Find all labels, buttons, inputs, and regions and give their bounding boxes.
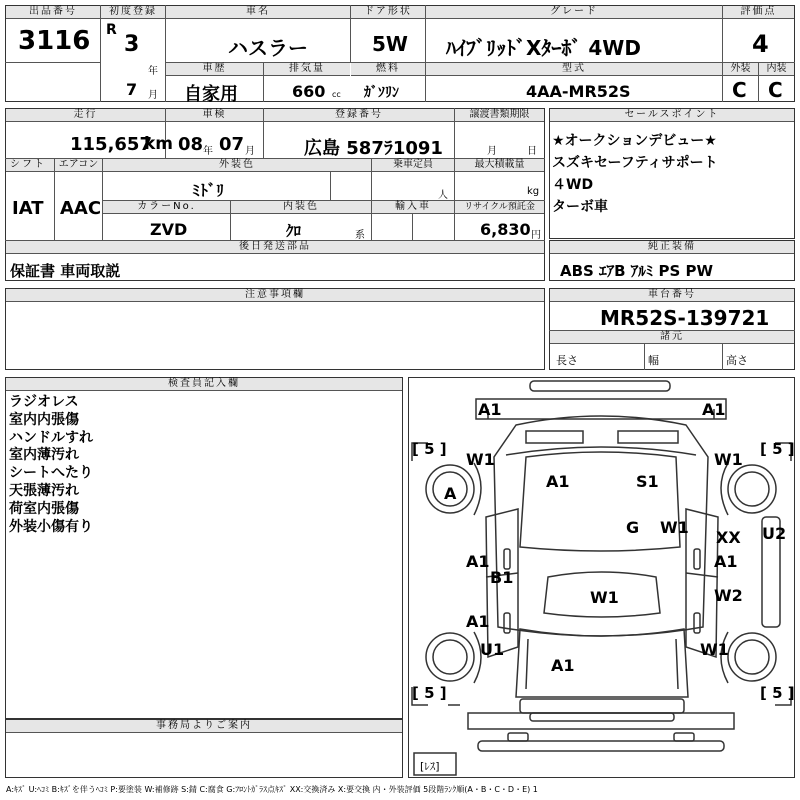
year-unit: 年 xyxy=(148,66,158,77)
door-type: 5W xyxy=(372,32,408,56)
inspector-notes xyxy=(9,394,93,536)
mark-door-rr: W2 xyxy=(714,586,743,605)
grade: ﾊｲﾌﾞﾘｯﾄﾞXﾀｰﾎﾞ 4WD xyxy=(446,36,641,60)
mark-door-fr-xx: XX xyxy=(716,528,741,547)
mark-door-rl: A1 xyxy=(466,612,490,631)
import-header: 輸入車 xyxy=(372,201,454,214)
selling-point-4: ターボ車 xyxy=(552,199,608,215)
reg-number: 広島 587ﾗ1091 xyxy=(304,138,443,159)
int-color-header: 内装色 xyxy=(231,201,371,214)
accessories: 保証書 車両取説 xyxy=(10,262,121,280)
fuel: ｶﾞｿﾘﾝ xyxy=(364,85,399,101)
mark-tire-rl: [ 5 ] xyxy=(412,684,447,702)
length-label: 長さ xyxy=(556,354,578,367)
mark-tire-fl: [ 5 ] xyxy=(412,440,447,458)
mark-door-fl: A1 xyxy=(466,552,490,571)
transfer-month: 月 xyxy=(487,146,497,157)
height-label: 高さ xyxy=(726,354,748,367)
month-unit: 月 xyxy=(148,90,158,101)
equipment: ABS ｴｱB ｱﾙﾐ PS PW xyxy=(560,262,714,280)
mark-sill-l: B1 xyxy=(490,568,514,587)
score-header: 評価点 xyxy=(723,6,794,19)
mark-wheel-rl: U1 xyxy=(480,640,505,659)
max-load-header: 最大積載量 xyxy=(455,159,544,172)
aircon: AAC xyxy=(60,198,102,219)
car-name-header: 車名 xyxy=(166,6,350,19)
door-header: ドア形状 xyxy=(351,6,425,19)
color-no-header: カラーNo. xyxy=(103,201,230,214)
history: 自家用 xyxy=(184,84,238,105)
selling-point-3: ４WD xyxy=(552,177,594,193)
inspector-note: 荷室内張傷 xyxy=(9,500,79,517)
km-unit: km xyxy=(144,134,174,154)
insp-year: 08 xyxy=(178,134,204,155)
insp-month: 07 xyxy=(219,134,245,155)
model-header: 型式 xyxy=(426,63,722,76)
selling-points-header: セールスポイント xyxy=(550,109,794,122)
chassis-header: 車台番号 xyxy=(550,289,794,302)
history-header: 車歴 xyxy=(166,63,263,76)
capacity-header: 乗車定員 xyxy=(372,159,454,172)
load-unit: kg xyxy=(527,186,540,197)
lot-number: 3116 xyxy=(18,26,91,56)
mark-windshield: G xyxy=(626,518,640,537)
era-mark: R xyxy=(106,22,117,38)
reg-no-header: 登録番号 xyxy=(264,109,454,122)
insp-month-unit: 月 xyxy=(245,146,255,157)
selling-point-2: スズキセーフティサポート xyxy=(552,155,718,171)
legend: A:ｷｽﾞ U:ﾍｺﾐ B:ｷｽﾞを伴うﾍｺﾐ P:要塗装 W:補修跡 S:錆 C:腐食 G:ﾌﾛﾝﾄｶﾞﾗｽ点ｷｽﾞ XX:交換済み X:要交換 内・外装評価 5段階ﾗﾝｸ順(A・B・C・D・E) 1 xyxy=(6,785,538,794)
selling-point-1: ★オークションデビュー★ xyxy=(552,133,717,149)
inspector-note: ラジオレス xyxy=(9,394,79,410)
aircon-header: エアコン xyxy=(55,159,102,172)
inspector-note: 外装小傷有り xyxy=(9,518,93,535)
inspector-note: 室内内張傷 xyxy=(9,411,79,428)
office-header: 事務局よりご案内 xyxy=(6,720,402,733)
inspector-note: ハンドルすれ xyxy=(9,429,93,446)
interior-grade: C xyxy=(768,78,783,102)
exterior-header: 外装 xyxy=(723,63,758,76)
mileage-header: 走行 xyxy=(6,109,165,122)
reg-year: 3 xyxy=(124,32,140,57)
mark-tire-fr: [ 5 ] xyxy=(760,440,795,458)
transfer-header: 譲渡書類期限 xyxy=(455,109,544,122)
model: 4AA-MR52S xyxy=(526,82,631,101)
car-name: ハスラー xyxy=(228,36,308,60)
equipment-header: 純正装備 xyxy=(550,241,794,254)
capacity-unit: 人 xyxy=(438,190,448,201)
ext-color: ﾐﾄﾞﾘ xyxy=(192,181,225,200)
color-no: ZVD xyxy=(150,220,188,239)
lot-no-header: 出品番号 xyxy=(6,6,100,19)
fuel-header: 燃料 xyxy=(351,63,425,76)
cc-unit: cc xyxy=(332,90,341,99)
reg-month: 7 xyxy=(126,80,138,99)
width-label: 幅 xyxy=(648,354,659,367)
specs-header: 諸元 xyxy=(550,331,794,344)
mark-step-r: U2 xyxy=(762,524,787,543)
mark-door-fr: A1 xyxy=(714,552,738,571)
int-color: ｸﾛ xyxy=(286,222,302,240)
exterior-grade: C xyxy=(732,78,747,102)
mark-pillar-r: W1 xyxy=(660,518,689,537)
score: 4 xyxy=(752,30,769,58)
recycle-unit: 円 xyxy=(531,230,541,241)
inspector-header: 検査員記入欄 xyxy=(6,378,402,391)
displacement-header: 排気量 xyxy=(264,63,350,76)
insp-year-unit: 年 xyxy=(203,146,213,157)
chassis-number: MR52S-139721 xyxy=(600,306,770,330)
mark-wheel-fl: A xyxy=(444,484,457,503)
inspection-header: 車検 xyxy=(166,109,263,122)
first-reg-header: 初度登録 xyxy=(101,6,165,19)
displacement: 660 xyxy=(292,82,326,101)
mark-bonnet-r: S1 xyxy=(636,472,659,491)
interior-header: 内装 xyxy=(759,63,794,76)
mark-roof: W1 xyxy=(590,588,619,607)
mark-tire-rr: [ 5 ] xyxy=(760,684,795,702)
notes-header: 注意事項欄 xyxy=(6,289,544,302)
recycle-fee: 6,830 xyxy=(480,220,531,239)
mileage: 115,657 xyxy=(70,134,152,155)
inspector-note: 室内薄汚れ xyxy=(9,447,79,464)
mark-quarter-r: W1 xyxy=(700,640,729,659)
mark-front-left-bumper: A1 xyxy=(478,400,502,419)
int-color-unit: 系 xyxy=(355,230,365,241)
shift-header: シフト xyxy=(6,159,54,172)
car-diagram xyxy=(408,377,795,778)
recycle-header: リサイクル預託金 xyxy=(455,201,544,214)
grade-header: グレード xyxy=(426,6,722,19)
mark-fender-fr: W1 xyxy=(714,450,743,469)
accessories-header: 後日発送部品 xyxy=(6,241,544,254)
inspector-note: 天張薄汚れ xyxy=(9,482,79,499)
ext-color-header: 外装色 xyxy=(103,159,371,172)
mark-fender-fl: W1 xyxy=(466,450,495,469)
inspector-note: シートへたり xyxy=(9,465,93,482)
mark-hatch: A1 xyxy=(551,656,575,675)
shift: IAT xyxy=(12,198,44,219)
rear-label: [ﾚｽ] xyxy=(420,760,440,773)
mark-bonnet-l: A1 xyxy=(546,472,570,491)
transfer-day: 日 xyxy=(527,146,537,157)
mark-front-right-bumper: A1 xyxy=(702,400,726,419)
